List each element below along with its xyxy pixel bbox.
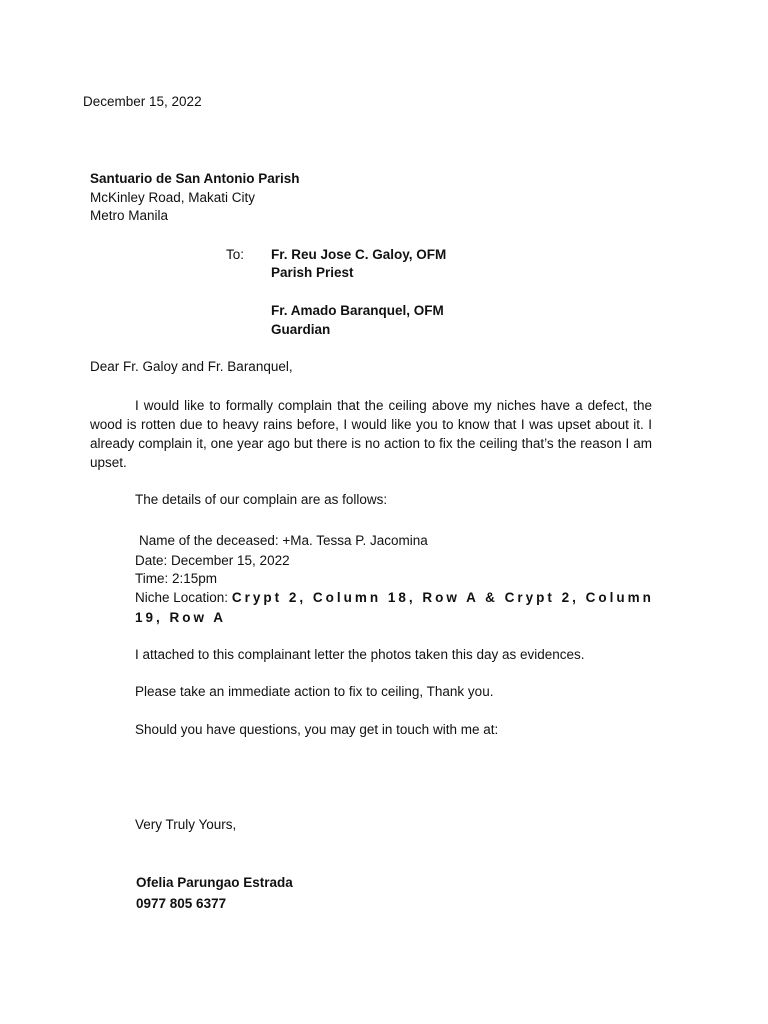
sender-name: Santuario de San Antonio Parish <box>90 171 300 186</box>
detail-time: Time: 2:15pm <box>135 571 218 586</box>
sender-address-line2: Metro Manila <box>90 208 169 223</box>
detail-deceased: Name of the deceased: +Ma. Tessa P. Jacomina <box>139 533 428 548</box>
closing: Very Truly Yours, <box>135 817 237 832</box>
detail-date: Date: December 15, 2022 <box>135 553 290 568</box>
recipient2-title: Guardian <box>271 322 331 337</box>
salutation: Dear Fr. Galoy and Fr. Baranquel, <box>90 359 293 374</box>
recipient2-name: Fr. Amado Baranquel, OFM <box>271 303 444 318</box>
attached-note: I attached to this complainant letter the photos taken this day as evidences. <box>135 647 585 662</box>
request-note: Please take an immediate action to fix to ceiling, Thank you. <box>135 684 494 699</box>
recipient1-name: Fr. Reu Jose C. Galoy, OFM <box>271 247 447 262</box>
signature-name: Ofelia Parungao Estrada <box>136 875 293 890</box>
to-label: To: <box>226 247 245 262</box>
contact-line: Should you have questions, you may get in touch with me at: <box>135 722 499 737</box>
niche-value: Crypt 2, Column 18, Row A & Crypt 2, Column 19, Row A <box>135 590 654 625</box>
body-paragraph: I would like to formally complain that the ceiling above my niches have a defect, the wood is rotten due to heavy rains before, I would like you to know that I was upset about it. I already complain it, one year ago but there is no action to fix the ceiling that’s the reason I am upset. <box>90 398 652 470</box>
details-intro: The details of our complain are as follows: <box>135 492 388 507</box>
signature-phone: 0977 805 6377 <box>136 896 227 911</box>
niche-label: Niche Location: <box>135 590 229 605</box>
recipient1-title: Parish Priest <box>271 265 354 280</box>
sender-address-line1: McKinley Road, Makati City <box>90 190 256 205</box>
detail-niche-location <box>135 588 655 628</box>
letter-date: December 15, 2022 <box>83 94 202 109</box>
